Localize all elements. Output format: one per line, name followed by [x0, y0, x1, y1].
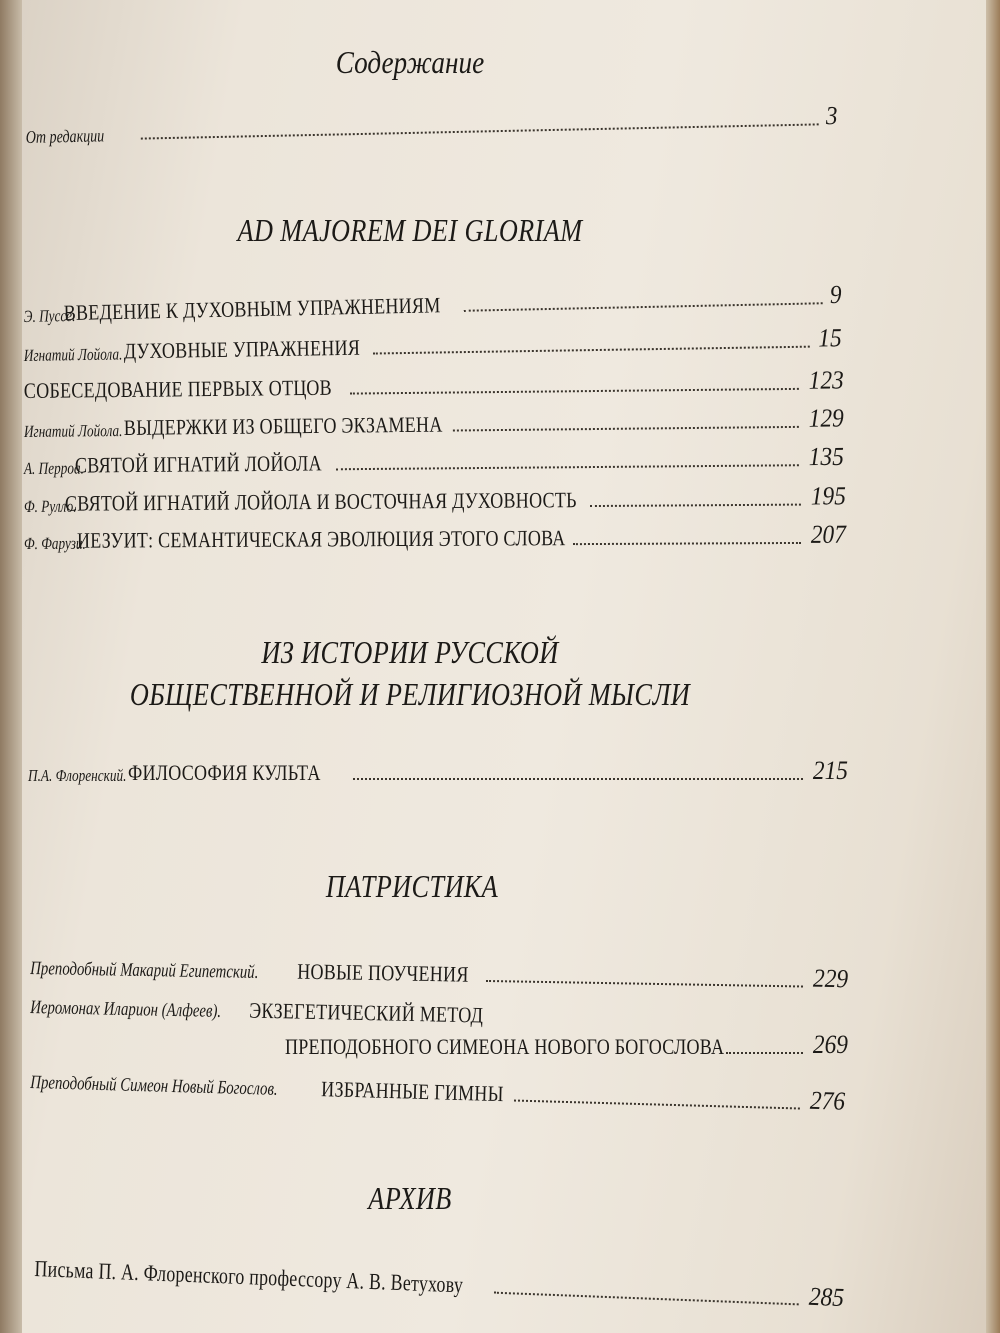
toc-entry — [28, 750, 848, 786]
toc-entry-label: От редакции — [25, 125, 105, 148]
toc-entry-author: Ф. Рулло. — [23, 496, 77, 516]
toc-entry-author: Иеромонах Иларион (Алфеев). — [30, 997, 222, 1022]
toc-entry-author: Игнатий Лойола. — [23, 344, 123, 366]
toc-page-number: 229 — [812, 963, 849, 994]
toc-entry-author: Игнатий Лойола. — [23, 420, 123, 442]
section-heading-patristics: ПАТРИСТИКА — [325, 868, 499, 904]
toc-entry-title: ИЕЗУИТ: СЕМАНТИЧЕСКАЯ ЭВОЛЮЦИЯ ЭТОГО СЛОВА — [77, 525, 566, 553]
toc-entry-title: СОБЕСЕДОВАНИЕ ПЕРВЫХ ОТЦОВ — [23, 374, 332, 404]
toc-entry-author: А. Перроа. — [23, 458, 85, 479]
toc-entry — [24, 514, 846, 554]
toc-entry-author: П.А. Флоренский. — [28, 766, 127, 785]
toc-page-number: 135 — [808, 441, 844, 472]
toc-entry-title: НОВЫЕ ПОУЧЕНИЯ — [296, 958, 469, 987]
toc-page-number: 285 — [808, 1281, 845, 1313]
dot-leader — [514, 1100, 800, 1110]
toc-entry — [34, 1246, 845, 1313]
toc-entry-title: СВЯТОЙ ИГНАТИЙ ЛОЙОЛА — [74, 450, 322, 478]
toc-page-number: 3 — [825, 101, 838, 131]
dot-leader — [463, 302, 822, 312]
section-heading-russian-thought-line2: ОБЩЕСТВЕННОЙ И РЕЛИГИОЗНОЙ МЫСЛИ — [129, 676, 691, 712]
dot-leader — [453, 426, 799, 432]
toc-page-number: 215 — [812, 756, 848, 785]
toc-entry-title: ИЗБРАННЫЕ ГИМНЫ — [321, 1076, 505, 1107]
toc-entry-title: Письма П. А. Флоренского профессору А. В. Ветухову — [34, 1256, 464, 1298]
toc-entry — [24, 359, 844, 404]
toc-entry — [30, 1058, 846, 1117]
dot-leader — [140, 123, 818, 139]
toc-entry — [24, 397, 844, 442]
toc-entry-continuation — [285, 1024, 848, 1060]
toc-entry-author: Э. Пуссе. — [23, 305, 76, 327]
toc-page-number: 123 — [808, 365, 844, 395]
dot-leader — [494, 1292, 799, 1306]
toc-entry-author: Преподобный Симеон Новый Богослов. — [30, 1072, 278, 1100]
toc-entry-preface — [25, 95, 838, 148]
toc-page-number: 207 — [810, 519, 846, 549]
dot-leader — [589, 504, 800, 507]
section-heading-ad-majorem: AD MAJOREM DEI GLORIAM — [237, 212, 583, 248]
dot-leader — [353, 778, 803, 780]
toc-entry-title: ФИЛОСОФИЯ КУЛЬТА — [128, 760, 321, 785]
section-heading-russian-thought-line1: ИЗ ИСТОРИИ РУССКОЙ — [261, 634, 559, 670]
toc-page-number: 9 — [829, 279, 842, 310]
page-right-edge — [986, 0, 1000, 1333]
toc-entry-title: ВВЕДЕНИЕ К ДУХОВНЫМ УПРАЖНЕНИЯМ — [63, 292, 441, 326]
toc-entry-title: ДУХОВНЫЕ УПРАЖНЕНИЯ — [123, 334, 361, 364]
dot-leader — [350, 388, 799, 395]
dot-leader — [372, 346, 809, 355]
toc-page-number: 15 — [818, 323, 842, 353]
page-left-shadow — [0, 0, 22, 1333]
toc-page-number: 269 — [812, 1030, 848, 1059]
dot-leader — [336, 464, 799, 470]
dot-leader — [486, 980, 803, 988]
toc-entry-title: ПРЕПОДОБНОГО СИМЕОНА НОВОГО БОГОСЛОВА — [285, 1034, 725, 1059]
page-title: Содержание — [335, 44, 485, 80]
toc-page-number: 195 — [810, 481, 846, 511]
dot-leader — [573, 542, 801, 545]
toc-entry-author: Ф. Фарузи. — [23, 533, 86, 553]
toc-entry — [23, 317, 841, 366]
toc-entry — [24, 436, 844, 479]
toc-page-number: 276 — [809, 1085, 846, 1116]
dot-leader — [726, 1052, 803, 1054]
toc-entry-author: Преподобный Макарий Египетский. — [30, 958, 259, 983]
toc-entry-title: СВЯТОЙ ИГНАТИЙ ЛОЙОЛА И ВОСТОЧНАЯ ДУХОВНОСТЬ — [65, 487, 578, 516]
section-heading-archive: АРХИВ — [368, 1180, 452, 1216]
toc-entry-title: ВЫДЕРЖКИ ИЗ ОБЩЕГО ЭКЗАМЕНА — [124, 411, 444, 440]
toc-entry-title: ЭКЗЕГЕТИЧЕСКИЙ МЕТОД — [248, 997, 484, 1028]
toc-page-number: 129 — [808, 403, 844, 433]
toc-entry — [24, 475, 846, 517]
